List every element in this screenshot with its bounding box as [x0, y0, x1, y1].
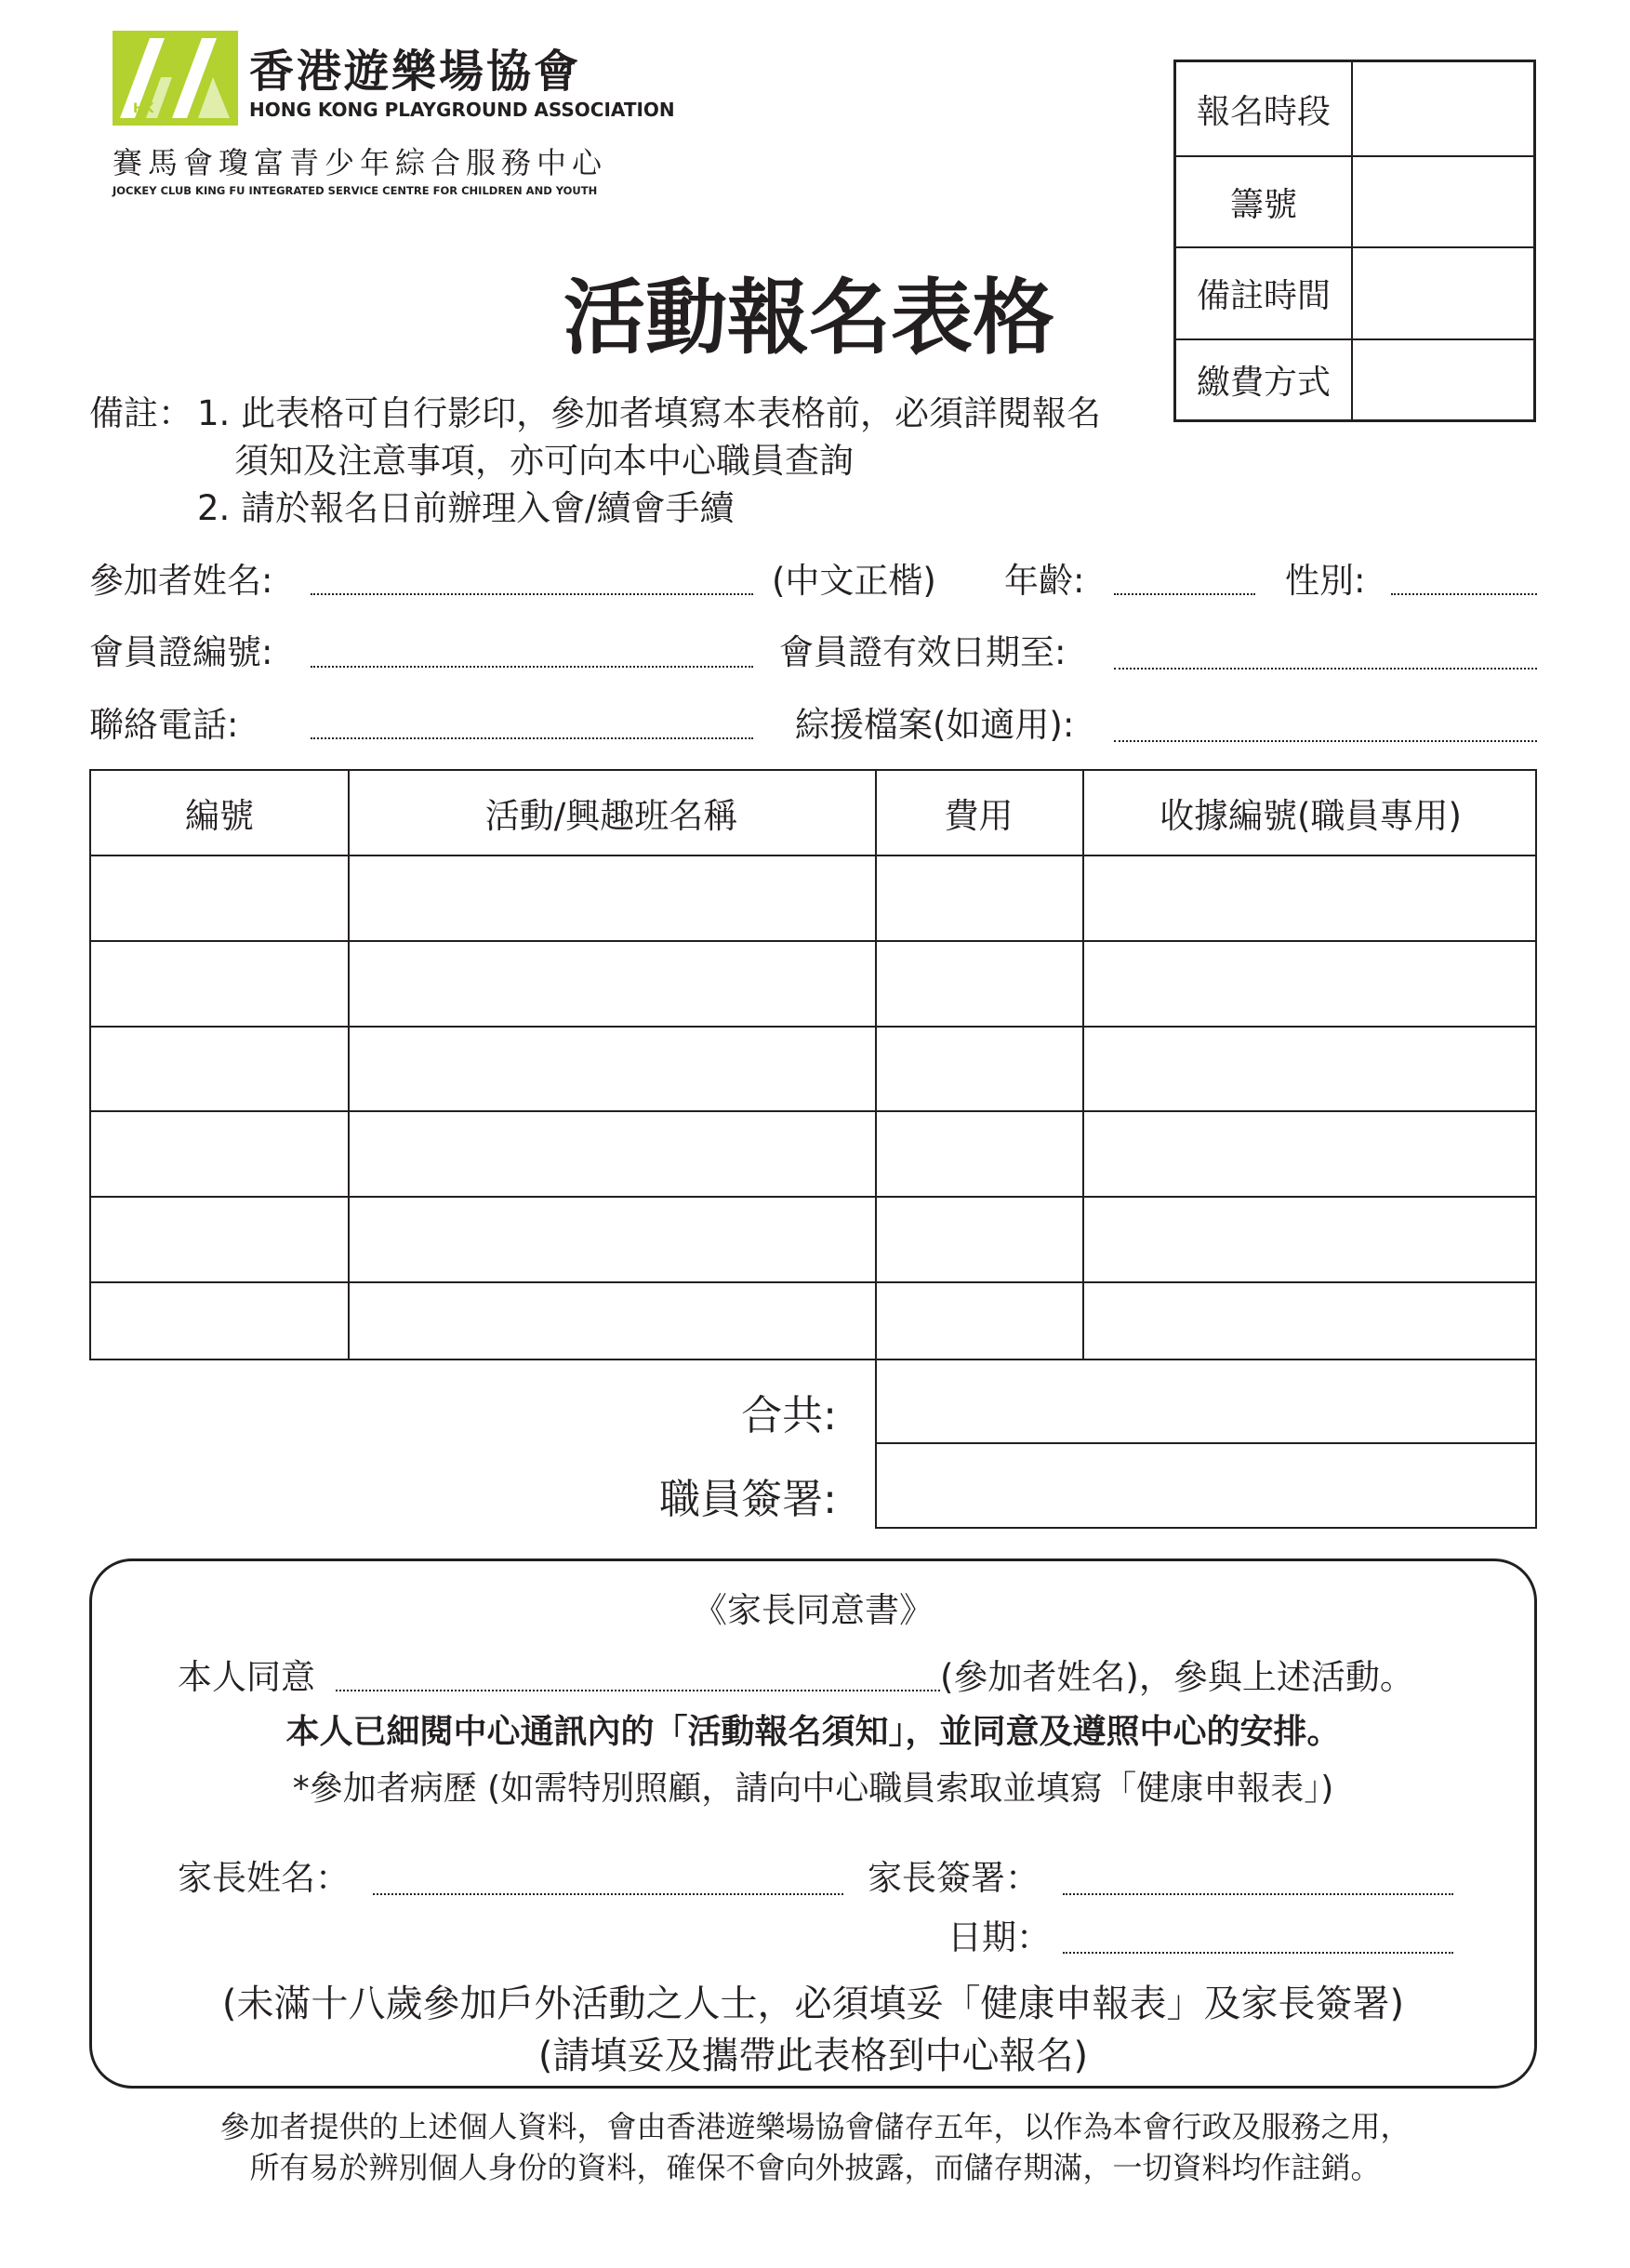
member-expiry-field[interactable] [1114, 668, 1537, 670]
agree-prefix: 本人同意 [178, 1657, 315, 1697]
table-row[interactable] [91, 940, 1535, 942]
office-label: 繳費方式 [1176, 340, 1353, 419]
consent-participant-name-field[interactable] [336, 1690, 940, 1691]
table-row[interactable] [91, 1110, 1535, 1112]
member-expiry-label: 會員證有效日期至: [779, 632, 1067, 672]
office-value-time-slot[interactable] [1353, 62, 1533, 155]
agree-suffix: (參加者姓名)，參與上述活動。 [940, 1657, 1414, 1697]
org-logo [113, 31, 238, 126]
org-name-en: HONG KONG PLAYGROUND ASSOCIATION [249, 99, 675, 121]
chinese-block-note: (中文正楷) [772, 561, 936, 601]
note-line-2: 2. 請於報名日前辦理入會/續會手續 [197, 488, 735, 528]
participant-name-field[interactable] [311, 593, 753, 595]
office-row-remark-time [1176, 248, 1533, 340]
org-name-zh: 香港遊樂場協會 [249, 46, 582, 98]
cssa-label: 綜援檔案(如適用): [795, 705, 1075, 745]
phone-label: 聯絡電話: [89, 705, 239, 745]
office-use-table [1173, 60, 1536, 422]
parental-consent-box [89, 1558, 1537, 2089]
form-title: 活動報名表格 [563, 270, 1054, 365]
parent-name-field[interactable] [373, 1893, 843, 1895]
note-line-1b: 須知及注意事項，亦可向本中心職員查詢 [234, 441, 854, 481]
member-no-field[interactable] [311, 666, 753, 668]
total-field[interactable] [875, 1359, 1537, 1444]
header-number: 編號 [185, 796, 254, 836]
cssa-field[interactable] [1114, 740, 1537, 742]
table-row[interactable] [91, 1026, 1535, 1028]
consent-title: 《家長同意書》 [693, 1590, 934, 1630]
table-divider [348, 771, 350, 1359]
header-receipt-no: 收據編號(職員專用) [1160, 796, 1462, 836]
svg-text:HK: HK [133, 101, 154, 116]
consent-bold-line: 本人已細閱中心通訊內的「活動報名須知」，並同意及遵照中心的安排。 [285, 1713, 1341, 1751]
parent-sign-field[interactable] [1063, 1893, 1453, 1895]
table-divider [875, 771, 877, 1359]
office-value-remark-time[interactable] [1353, 248, 1533, 338]
gender-label: 性別: [1285, 561, 1366, 601]
warning-line-1: (未滿十八歲參加戶外活動之人士，必須填妥「健康申報表」及家長簽署) [221, 1983, 1405, 2025]
table-row[interactable] [91, 1196, 1535, 1198]
office-row-queue-no [1176, 157, 1533, 248]
medical-history-line: *參加者病歷 (如需特別照顧，請向中心職員索取並填寫「健康申報表」) [292, 1770, 1334, 1808]
header-activity-name: 活動/興趣班名稱 [484, 796, 738, 836]
office-row-payment-method [1176, 340, 1533, 419]
note-line-1: 1. 此表格可自行影印，參加者填寫本表格前，必須詳閱報名 [197, 393, 1102, 433]
age-field[interactable] [1114, 593, 1255, 595]
centre-name-zh: 賽馬會瓊富青少年綜合服務中心 [113, 145, 608, 180]
table-row[interactable] [91, 855, 1535, 856]
notes-prefix: 備註： [89, 393, 192, 433]
staff-sign-label: 職員簽署: [659, 1476, 837, 1523]
participant-name-label: 參加者姓名: [89, 561, 273, 601]
phone-field[interactable] [311, 737, 753, 739]
privacy-note-line-2: 所有易於辨別個人身份的資料，確保不會向外披露，而儲存期滿，一切資料均作註銷。 [249, 2150, 1381, 2185]
office-label: 籌號 [1176, 157, 1353, 246]
date-field[interactable] [1063, 1952, 1453, 1954]
activity-table [89, 769, 1537, 1360]
total-label: 合共: [741, 1392, 837, 1439]
office-label: 備註時間 [1176, 248, 1353, 338]
staff-sign-field[interactable] [875, 1442, 1537, 1529]
parent-sign-label: 家長簽署： [868, 1858, 1040, 1898]
table-row[interactable] [91, 1281, 1535, 1283]
gender-field[interactable] [1391, 593, 1537, 595]
office-value-payment-method[interactable] [1353, 340, 1533, 419]
member-no-label: 會員證編號: [89, 632, 273, 672]
warning-line-2: (請填妥及攜帶此表格到中心報名) [537, 2035, 1089, 2077]
office-value-queue-no[interactable] [1353, 157, 1533, 246]
age-label: 年齡: [1004, 561, 1085, 601]
office-label: 報名時段 [1176, 62, 1353, 155]
header-fee: 費用 [944, 796, 1014, 836]
table-divider [1082, 771, 1084, 1359]
logo-mark-icon [113, 31, 238, 126]
parent-name-label: 家長姓名： [178, 1858, 350, 1898]
date-label: 日期： [948, 1917, 1051, 1957]
privacy-note-line-1: 參加者提供的上述個人資料，會由香港遊樂場協會儲存五年，以作為本會行政及服務之用， [219, 2109, 1411, 2144]
centre-name-en: JOCKEY CLUB KING FU INTEGRATED SERVICE CENTRE FOR CHILDREN AND YOUTH [113, 184, 598, 197]
office-row-time-slot [1176, 62, 1533, 157]
